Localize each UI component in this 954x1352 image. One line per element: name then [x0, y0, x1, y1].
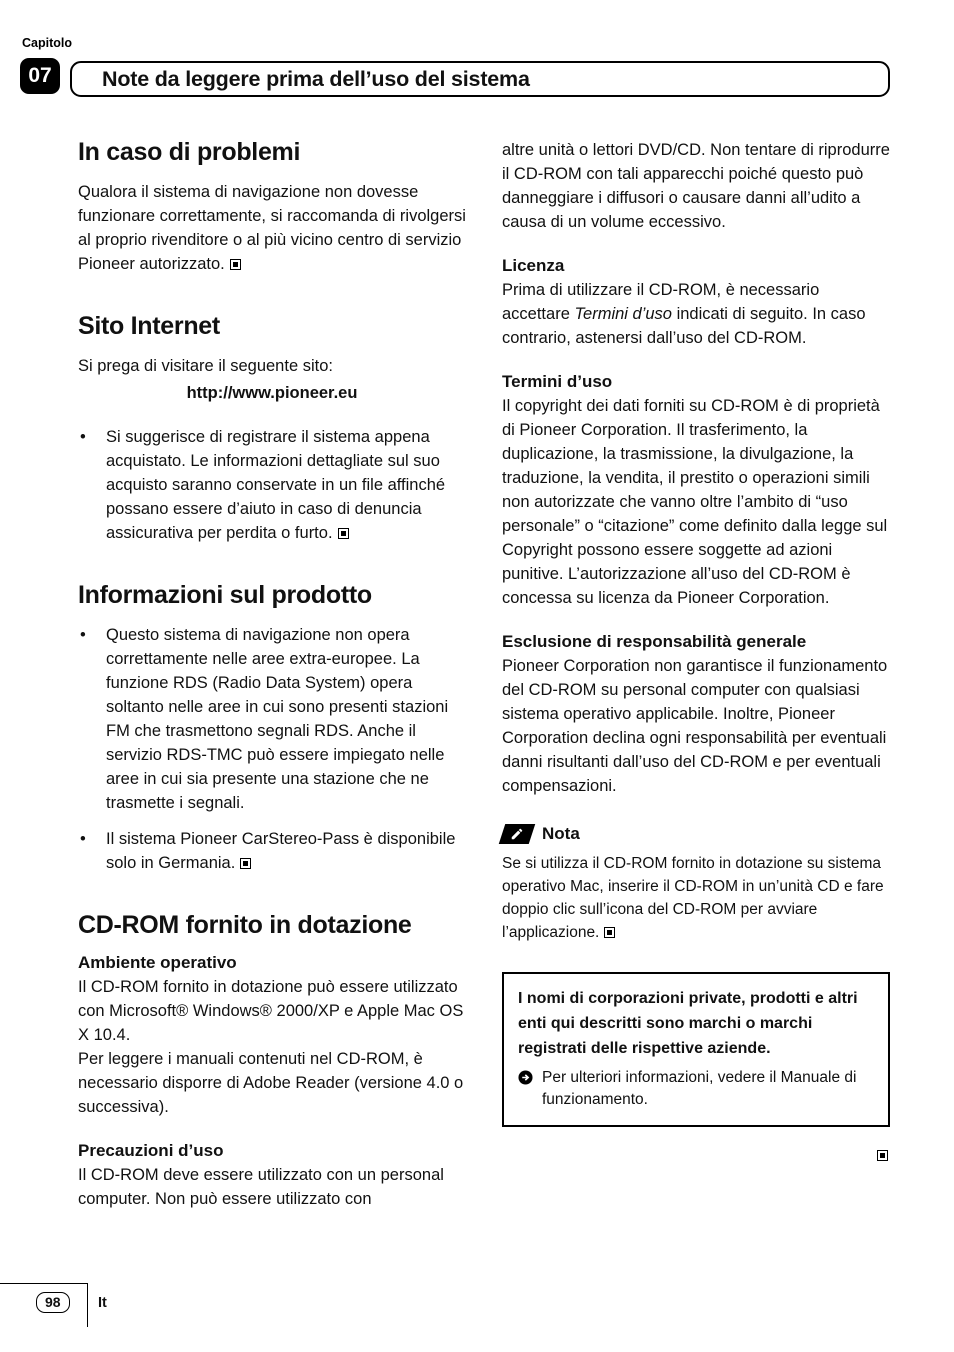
trademark-notice-text: I nomi di corporazioni private, prodotti e altri enti qui descritti sono marchi o marchi registrati delle rispettive aziende.: [518, 990, 858, 1057]
note-header: [502, 824, 890, 844]
end-of-section-icon: [877, 1150, 888, 1161]
chapter-number-badge: 07: [20, 58, 60, 94]
page-number-badge: 98: [36, 1292, 70, 1313]
problems-paragraph: Qualora il sistema di navigazione non dovesse funzionare correttamente, si raccomanda di rivolgersi al proprio rivenditore o al più vicino centro di servizio Pioneer autorizzato.: [78, 183, 466, 273]
end-of-section-icon: [338, 528, 349, 539]
terms-of-use-italic: Termini d’uso: [574, 305, 672, 323]
section-heading-website: Sito Internet: [78, 312, 220, 340]
website-bullet: • Si suggerisce di registrare il sistema appena acquistato. Le informazioni dettagliate sul suo acquisto saranno conservate in un file affinché possano essere d’aiuto in caso di denuncia assicurativa per perdita o furto.: [78, 425, 466, 545]
end-of-section-icon: [240, 858, 251, 869]
page-end-marker: [502, 1147, 890, 1165]
bullet-icon: •: [80, 626, 86, 644]
end-of-section-icon: [230, 259, 241, 270]
precautions-paragraph: Il CD-ROM deve essere utilizzato con un personal computer. Non può essere utilizzato con: [78, 1166, 444, 1208]
subheading-license: Licenza: [502, 256, 565, 275]
language-label: It: [98, 1295, 107, 1311]
cross-reference-arrow-icon: [518, 1067, 542, 1111]
end-of-section-icon: [604, 927, 615, 938]
right-column: [502, 138, 890, 1211]
subheading-terms: Termini d’uso: [502, 372, 613, 391]
trademark-reference: Per ulteriori informazioni, vedere il Manuale di funzionamento.: [518, 1067, 874, 1111]
disclaimer-paragraph: Pioneer Corporation non garantisce il funzionamento del CD-ROM su personal computer con qualsiasi sistema operativo applicabile. Inoltre, Pioneer Corporation declina ogni responsabilità per eventuali danni risultanti dall’uso del CD-ROM e per eventuali compensazioni.: [502, 657, 888, 795]
website-intro: Si prega di visitare il seguente sito:: [78, 357, 333, 375]
section-heading-cdrom: CD-ROM fornito in dotazione: [78, 911, 412, 939]
note-label: Nota: [542, 824, 580, 843]
precautions-continuation-paragraph: altre unità o lettori DVD/CD. Non tentare di riprodurre il CD-ROM con tali apparecchi poiché questo può danneggiare i diffusori o causare danni all’udito a causa di un volume eccessivo.: [502, 141, 890, 231]
subheading-precautions: Precauzioni d’uso: [78, 1141, 224, 1160]
chapter-label: Capitolo: [22, 36, 72, 50]
operating-environment-paragraph-1: Il CD-ROM fornito in dotazione può essere utilizzato con Microsoft® Windows® 2000/XP e Apple Mac OS X 10.4.: [78, 978, 464, 1044]
subheading-disclaimer: Esclusione di responsabilità generale: [502, 632, 807, 651]
terms-paragraph: Il copyright dei dati forniti su CD-ROM è di proprietà di Pioneer Corporation. Il trasferimento, la duplicazione, la trasmissione, la divulgazione, la traduzione, la vendita, il prestito o operazioni simili non autorizzate che vanno oltre l’ambito di “uso personale” o “citazione” come definito dalla legge sul Copyright possono essere soggette ad azioni punitive. L’autorizzazione all’uso del CD-ROM è concessa su licenza da Pioneer Corporation.: [502, 397, 888, 607]
left-column: [78, 138, 466, 1211]
license-paragraph: Prima di utilizzare il CD-ROM, è necessario accettare Termini d’uso indicati di seguito. In caso contrario, astenersi dall’uso del CD-ROM.: [502, 281, 866, 347]
operating-environment-paragraph-2: Per leggere i manuali contenuti nel CD-ROM, è necessario disporre di Adobe Reader (versione 4.0 o successiva).: [78, 1050, 464, 1116]
product-info-bullet-1: • Questo sistema di navigazione non opera correttamente nelle aree extra-europee. La funzione RDS (Radio Data System) opera soltanto nelle aree in cui sono presenti stazioni FM che trasmettono segnali RDS. Anche il servizio RDS-TMC può essere impiegato nelle aree in cui sia presente una stazione che ne trasmette i segnali.: [78, 623, 466, 815]
section-heading-problems: In caso di problemi: [78, 138, 301, 166]
bullet-icon: •: [80, 428, 86, 446]
chapter-title: [70, 61, 890, 97]
trademark-notice-box: [502, 972, 890, 1127]
footer-rule: [0, 1283, 88, 1327]
subheading-operating-environment: Ambiente operativo: [78, 953, 237, 972]
content-columns: [78, 138, 890, 1211]
bullet-icon: •: [80, 830, 86, 848]
note-pencil-icon: [499, 824, 535, 844]
page-footer: [0, 1283, 107, 1327]
section-heading-product-info: Informazioni sul prodotto: [78, 581, 372, 609]
website-url: http://www.pioneer.eu: [186, 384, 358, 402]
chapter-title-text: Note da leggere prima dell’uso del sistema: [102, 66, 530, 91]
product-info-bullet-2: • Il sistema Pioneer CarStereo-Pass è disponibile solo in Germania.: [78, 827, 466, 875]
note-paragraph: Se si utilizza il CD-ROM fornito in dotazione su sistema operativo Mac, inserire il CD-ROM in un’unità CD e fare doppio clic sull’icona del CD-ROM per avviare l’applicazione.: [502, 855, 884, 941]
